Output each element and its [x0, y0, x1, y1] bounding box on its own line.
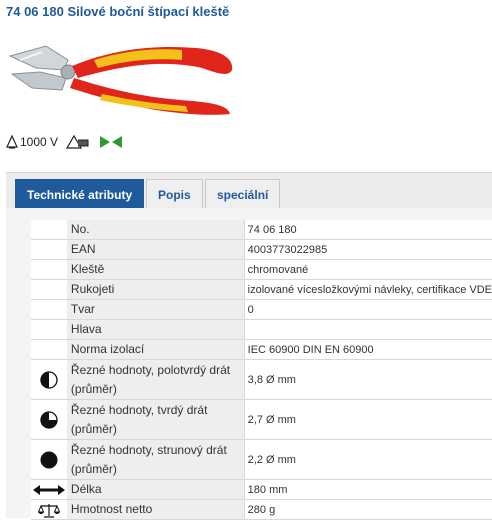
spec-value: chromované: [244, 260, 492, 280]
spec-row: [31, 280, 492, 300]
spec-row: [31, 240, 492, 260]
full-circle-icon: [40, 451, 58, 469]
spec-label: Řezné hodnoty, polotvrdý drát (průměr): [67, 360, 244, 400]
spec-value: 74 06 180: [244, 220, 492, 240]
spec-label: Hmotnost netto: [67, 500, 244, 520]
spec-value: 3,8 Ø mm: [244, 360, 492, 400]
spec-value: izolované vícesložkovými návleky, certifikace VDE: [244, 280, 492, 300]
spec-row: [31, 480, 492, 500]
spec-label: Řezné hodnoty, tvrdý drát (průměr): [67, 400, 244, 440]
spec-value: 2,2 Ø mm: [244, 440, 492, 480]
spec-value: 2,7 Ø mm: [244, 400, 492, 440]
spec-label: Délka: [67, 480, 244, 500]
spec-row: [31, 440, 492, 480]
spec-label: Norma izolací: [67, 340, 244, 360]
voltage-rating: [6, 135, 58, 149]
product-image: [6, 30, 246, 116]
spec-row: [31, 340, 492, 360]
spec-value: [244, 320, 492, 340]
spec-label: No.: [67, 220, 244, 240]
technical-attributes-panel: [6, 208, 492, 518]
spec-row: [31, 360, 492, 400]
spec-value: 280 g: [244, 500, 492, 520]
spec-label: Rukojeti: [67, 280, 244, 300]
spec-table: [31, 220, 492, 520]
spec-value: IEC 60900 DIN EN 60900: [244, 340, 492, 360]
half-circle-icon: [40, 371, 58, 389]
scale-icon: [38, 502, 60, 518]
spec-value: 4003773022985: [244, 240, 492, 260]
page-title: 74 06 180 Silové boční štípací kleště: [6, 4, 230, 19]
vde-triangle-icon: [6, 135, 18, 149]
spec-label: Hlava: [67, 320, 244, 340]
spec-row: [31, 220, 492, 240]
double-arrow-icon: [32, 484, 66, 496]
tab-description[interactable]: Popis: [146, 179, 203, 209]
spec-row: [31, 400, 492, 440]
certification-badges: [6, 131, 124, 153]
tab-special[interactable]: speciální: [205, 179, 280, 209]
green-pliers-icon: [98, 134, 124, 150]
spec-label: Řezné hodnoty, strunový drát (průměr): [67, 440, 244, 480]
spec-value: 180 mm: [244, 480, 492, 500]
tab-technical-attributes[interactable]: Technické atributy: [15, 179, 144, 209]
spec-row: [31, 260, 492, 280]
spec-row: [31, 500, 492, 520]
spec-label: Kleště: [67, 260, 244, 280]
spec-row: [31, 320, 492, 340]
spec-label: EAN: [67, 240, 244, 260]
three-quarter-circle-icon: [40, 411, 58, 429]
tab-bar: [6, 172, 492, 209]
svg-text:KNIPEX: KNIPEX: [161, 85, 193, 101]
spec-row: [31, 300, 492, 320]
voltage-label: 1000 V: [20, 135, 59, 149]
insulated-warning-icon: [66, 134, 90, 150]
spec-value: 0: [244, 300, 492, 320]
spec-label: Tvar: [67, 300, 244, 320]
